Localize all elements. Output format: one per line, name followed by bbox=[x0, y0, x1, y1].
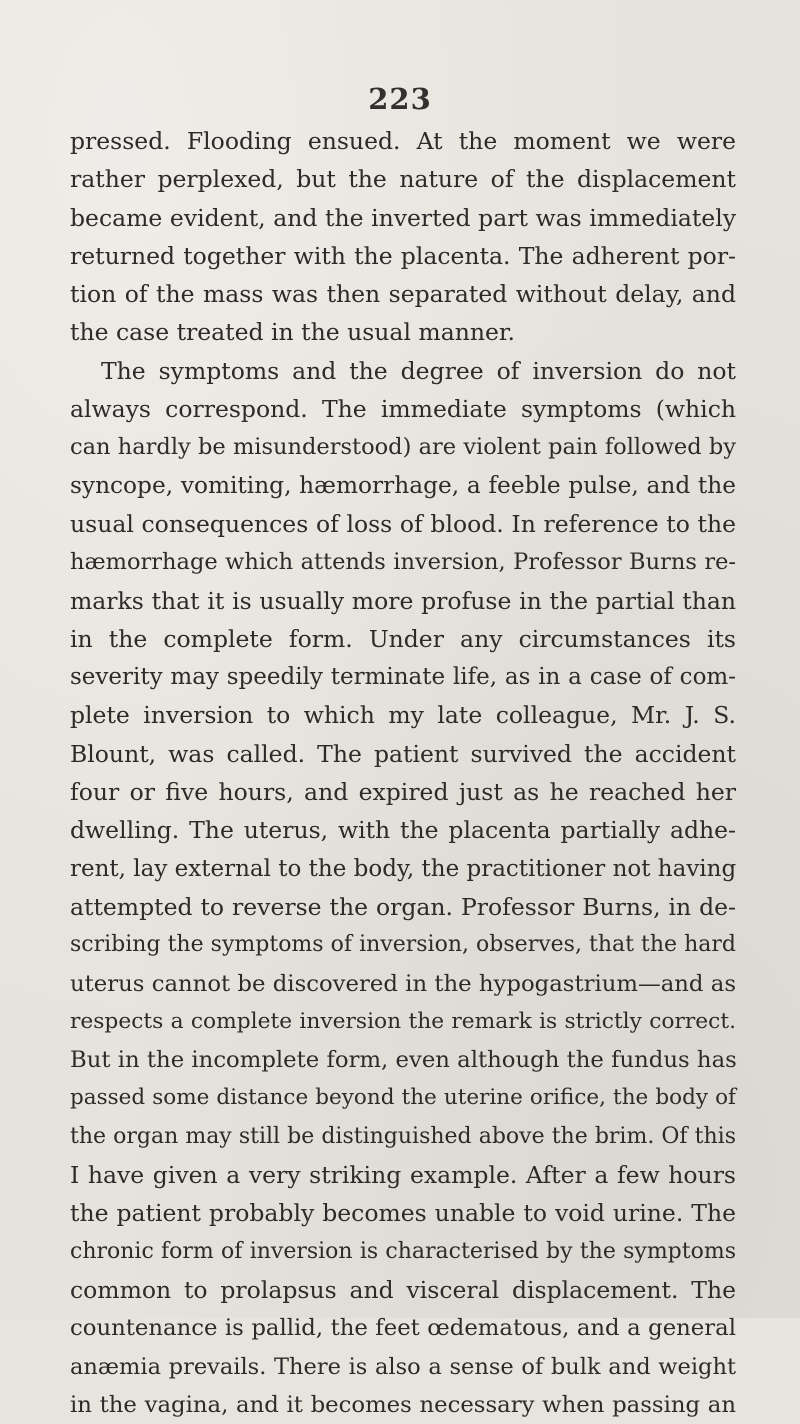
text-line: pressed. Flooding ensued. At the moment we were bbox=[70, 127, 736, 155]
text-line: severity may speedily terminate life, as in a case of com- bbox=[70, 664, 736, 691]
text-line: returned together with the placenta. The adherent por- bbox=[70, 241, 736, 270]
text-line: in the vagina, and it becomes necessary when passing an bbox=[70, 1391, 736, 1418]
text-line: attempted to reverse the organ. Professor Burns, in de- bbox=[70, 892, 736, 921]
text-line: plete inversion to which my late colleague, Mr. J. S. bbox=[70, 701, 736, 730]
text-line: in the complete form. Under any circumstances its bbox=[70, 624, 736, 653]
text-line: marks that it is usually more profuse in the partial than bbox=[70, 586, 736, 615]
text-line: always correspond. The immediate symptoms (which bbox=[70, 395, 736, 424]
text-line: can hardly be misunderstood) are violent pain followed by bbox=[70, 434, 736, 461]
text-line: anæmia prevails. There is also a sense of bulk and weight bbox=[70, 1353, 736, 1380]
text-line: uterus cannot be discovered in the hypogastrium—and as bbox=[70, 970, 736, 997]
text-line: dwelling. The uterus, with the placenta partially adhe- bbox=[70, 816, 736, 845]
text-line: the organ may still be distinguished above the brim. Of this bbox=[70, 1123, 736, 1149]
text-line: countenance is pallid, the feet œdematous, and a general bbox=[70, 1315, 736, 1342]
text-line: four or five hours, and expired just as he reached her bbox=[70, 778, 736, 807]
text-line: rather perplexed, but the nature of the displacement bbox=[70, 165, 736, 194]
page-number: 223 bbox=[368, 82, 432, 116]
text-line: the patient probably becomes unable to void urine. The bbox=[70, 1199, 736, 1228]
body-text bbox=[70, 122, 736, 1424]
text-line: But in the incomplete form, even although the fundus has bbox=[70, 1047, 737, 1074]
text-line: passed some distance beyond the uterine orifice, the body of bbox=[70, 1085, 736, 1111]
text-line: Blount, was called. The patient survived the accident bbox=[70, 739, 736, 768]
text-line: respects a complete inversion the remark is strictly correct. bbox=[70, 1008, 736, 1034]
text-line: the case treated in the usual manner. bbox=[70, 318, 516, 347]
text-line: usual consequences of loss of blood. In reference to the bbox=[70, 509, 736, 538]
text-line: syncope, vomiting, hæmorrhage, a feeble pulse, and the bbox=[70, 471, 736, 499]
text-line: tion of the mass was then separated without delay, and bbox=[70, 280, 736, 309]
text-line: hæmorrhage which attends inversion, Professor Burns re- bbox=[70, 549, 736, 576]
text-line: scribing the symptoms of inversion, observes, that the hard bbox=[70, 932, 736, 958]
text-line: The symptoms and the degree of inversion do not bbox=[101, 356, 736, 385]
text-line: became evident, and the inverted part was immediately bbox=[70, 203, 736, 232]
text-line: I have given a very striking example. After a few hours bbox=[70, 1161, 736, 1190]
text-line: rent, lay external to the body, the practitioner not having bbox=[70, 855, 737, 882]
text-line: common to prolapsus and visceral displacement. The bbox=[70, 1275, 736, 1304]
text-line: chronic form of inversion is characterised by the symptoms bbox=[70, 1238, 736, 1264]
